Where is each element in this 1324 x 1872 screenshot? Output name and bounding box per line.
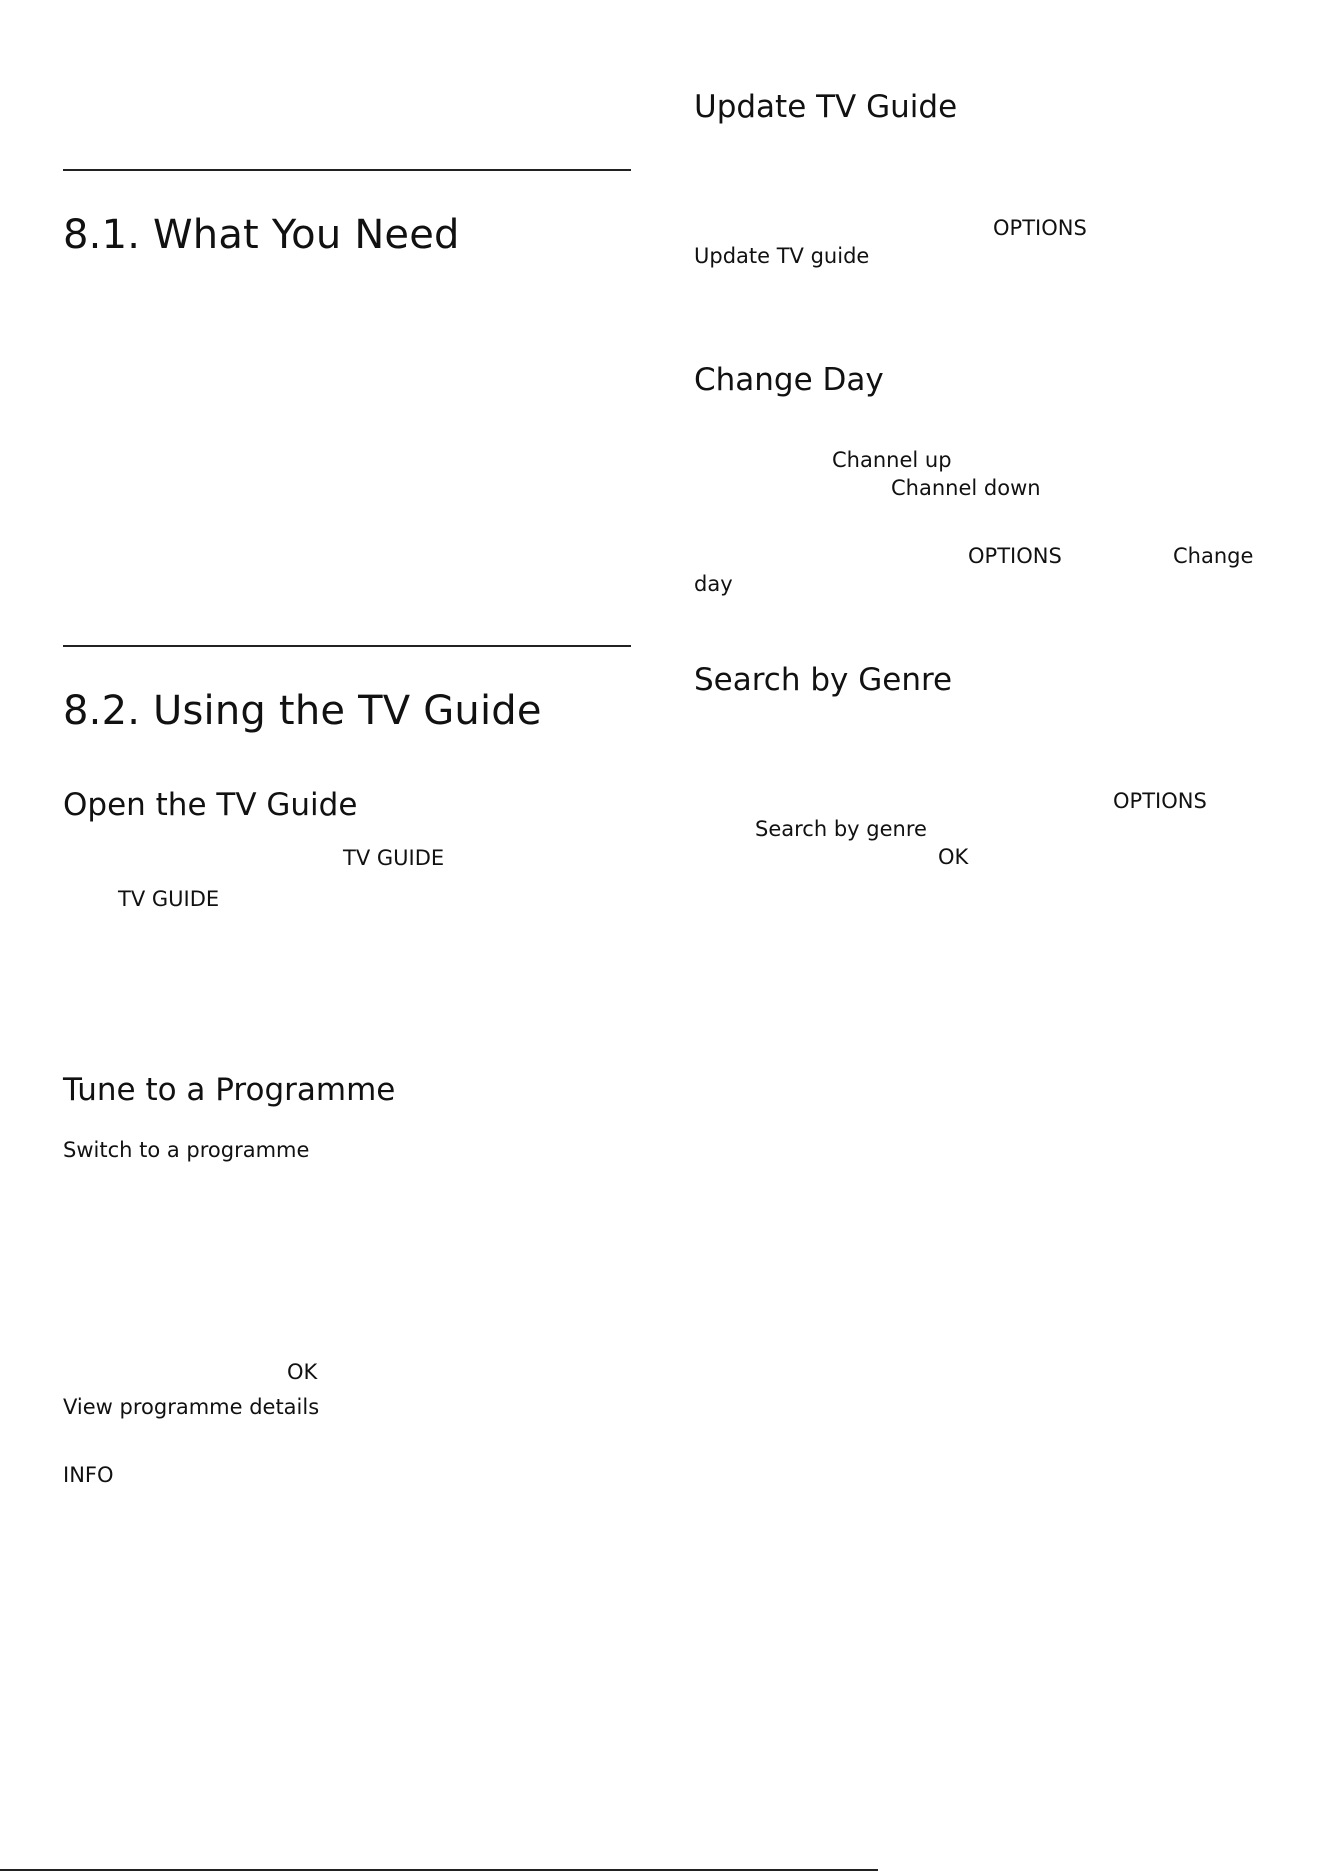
key-label-info: INFO [63, 1463, 114, 1487]
subheading-open-tv-guide: Open the TV Guide [63, 787, 358, 823]
subheading-change-day: Change Day [694, 362, 884, 398]
key-label-options: OPTIONS [993, 216, 1087, 240]
page-footer-rule [0, 1869, 878, 1871]
key-label-tv-guide: TV GUIDE [343, 846, 445, 870]
section-divider [63, 645, 631, 647]
key-label-channel-up: Channel up [832, 448, 952, 472]
menu-item-update-tv-guide: Update TV guide [694, 244, 870, 268]
subheading-tune-to-programme: Tune to a Programme [63, 1072, 396, 1108]
key-label-ok: OK [938, 845, 969, 869]
section-heading-using-tv-guide: 8.2. Using the TV Guide [63, 688, 542, 734]
paragraph-heading-switch-programme: Switch to a programme [63, 1138, 310, 1162]
key-label-channel-down: Channel down [891, 476, 1041, 500]
menu-item-change-day: Change [1173, 544, 1254, 568]
key-label-ok: OK [287, 1360, 318, 1384]
paragraph-heading-programme-details: View programme details [63, 1395, 320, 1419]
subheading-search-by-genre: Search by Genre [694, 662, 953, 698]
menu-item-search-by-genre: Search by genre [755, 817, 927, 841]
subheading-update-tv-guide: Update TV Guide [694, 89, 958, 125]
key-label-tv-guide: TV GUIDE [118, 887, 220, 911]
section-divider [63, 169, 631, 171]
section-heading-what-you-need: 8.1. What You Need [63, 212, 460, 258]
menu-item-change-day-continued: day [694, 572, 733, 596]
key-label-options: OPTIONS [1113, 789, 1207, 813]
key-label-options: OPTIONS [968, 544, 1062, 568]
